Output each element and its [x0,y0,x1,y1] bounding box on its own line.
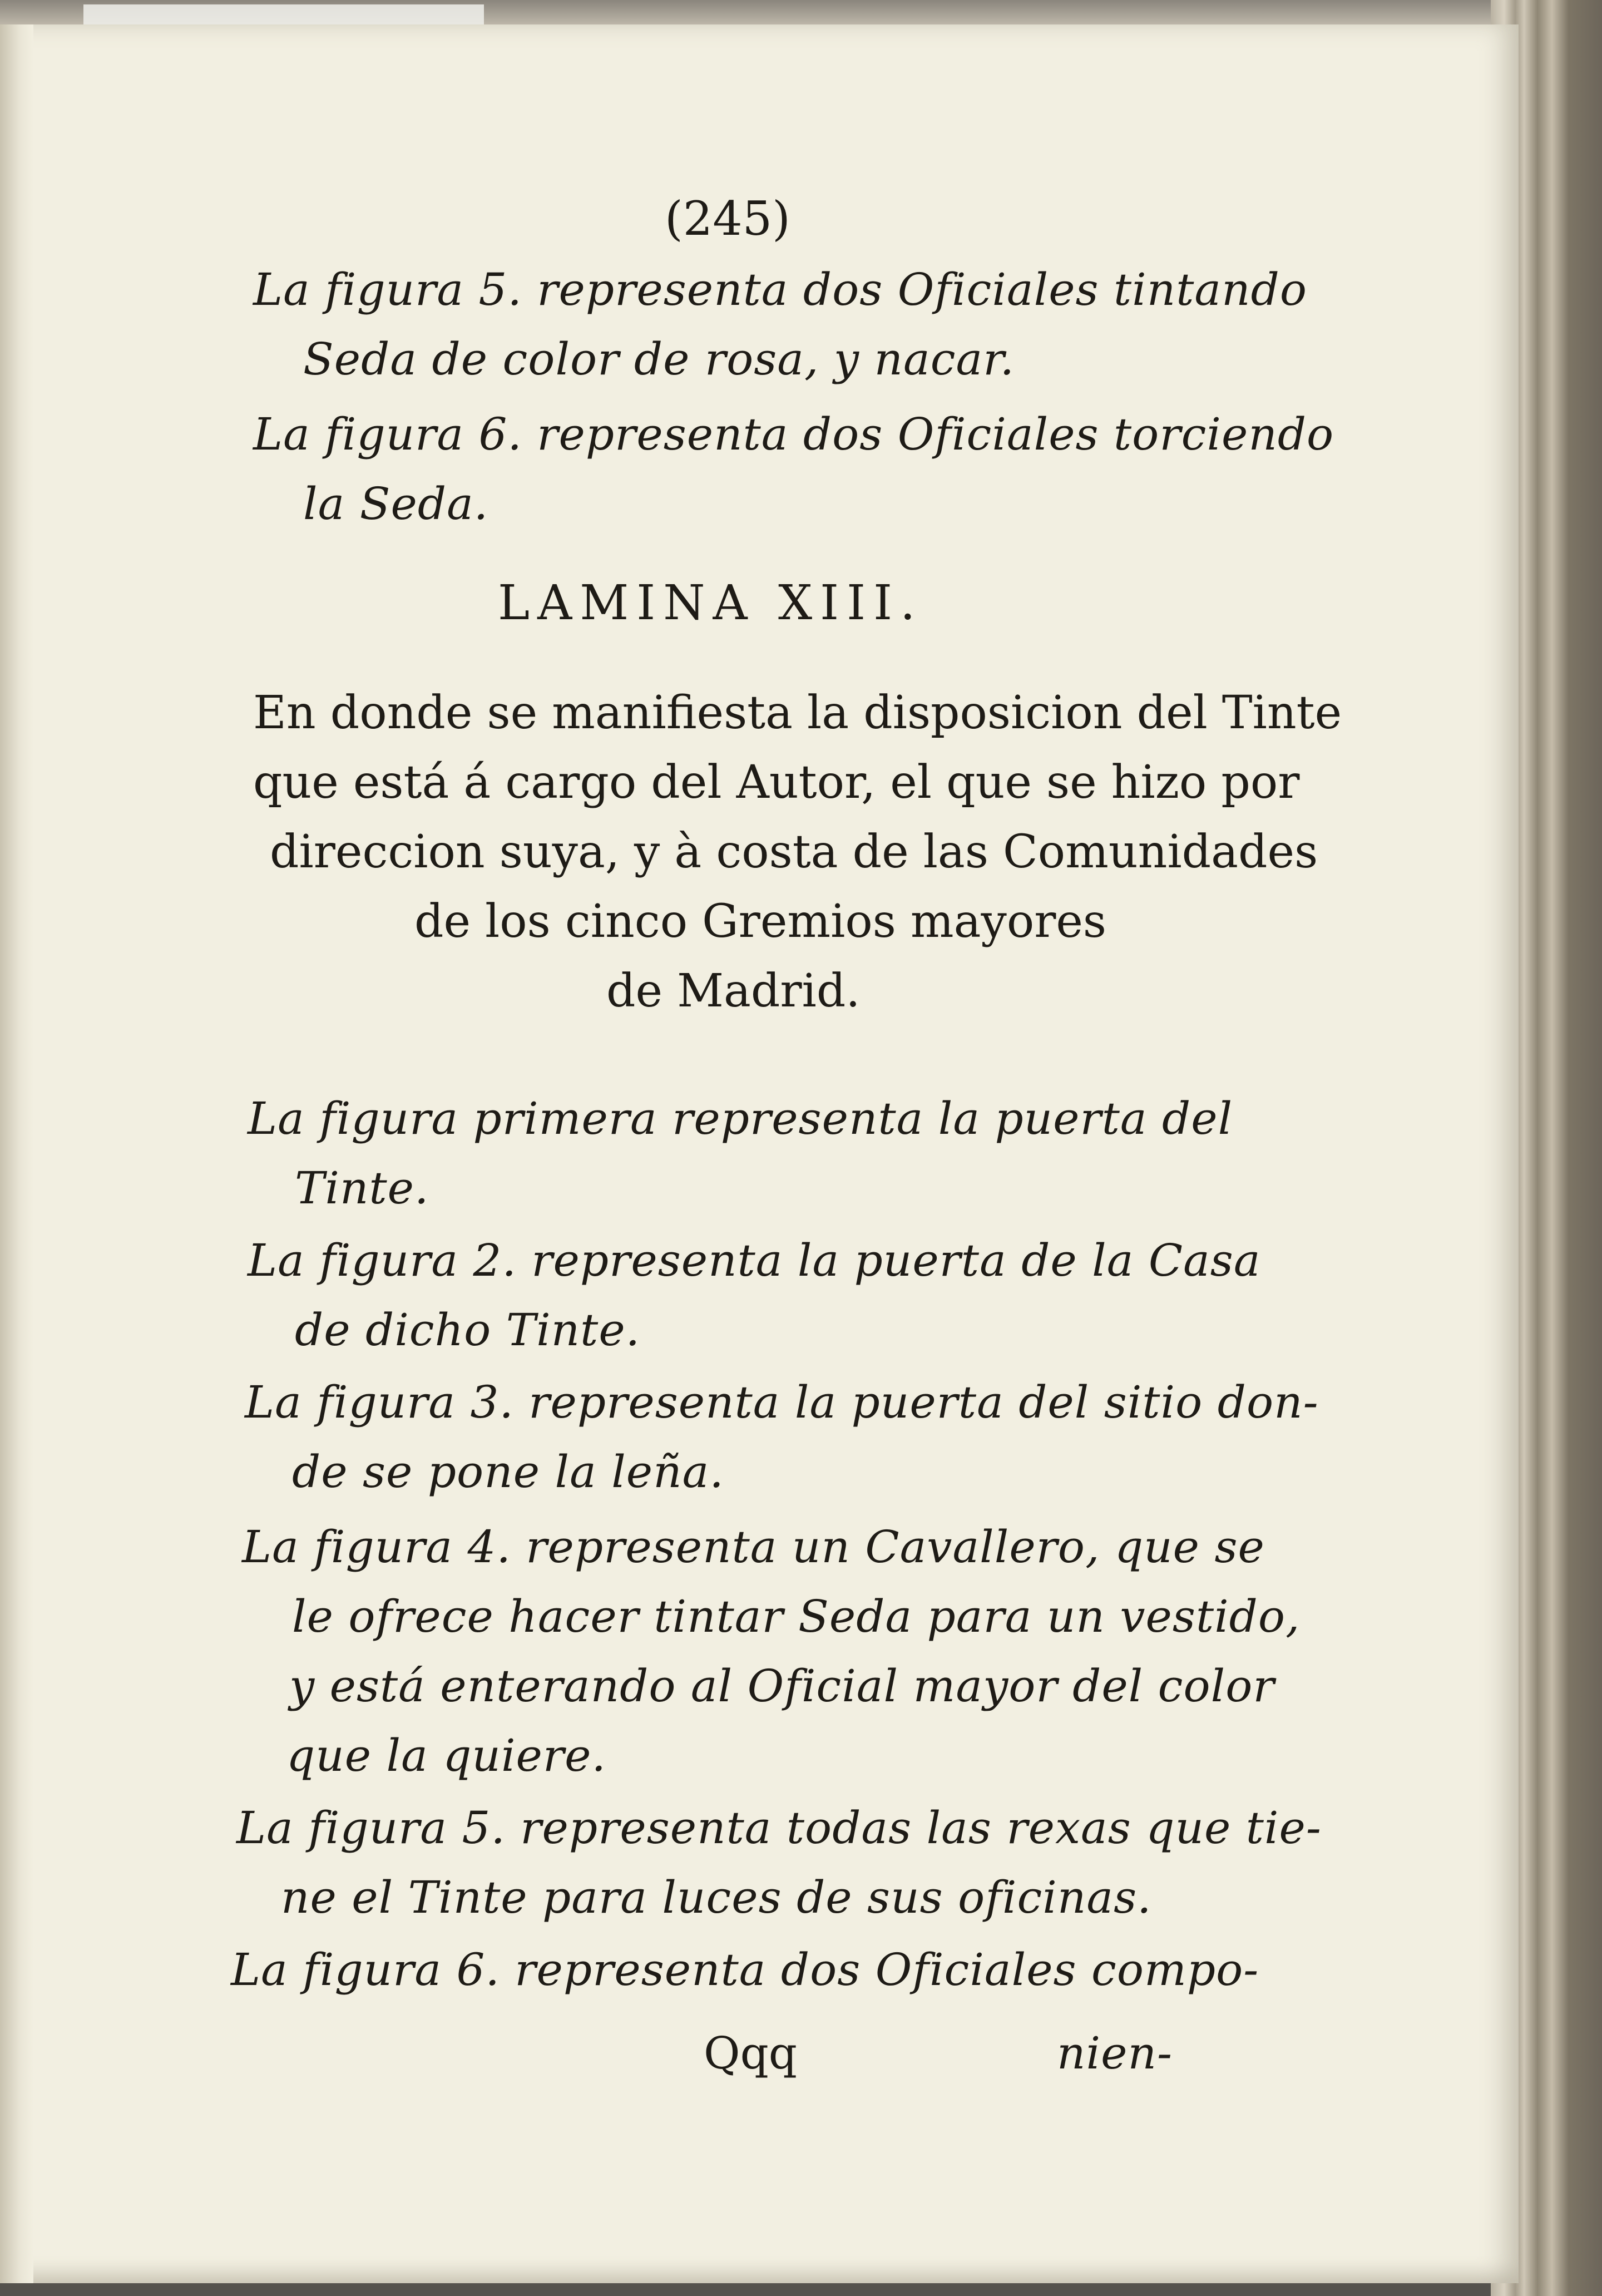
section-description-line: de Madrid. [606,965,861,1018]
figure-line: La figura 3. representa la puerta del sitio don- [245,1376,1319,1428]
figure-line: La figura 5. representa todas las rexas que tie- [236,1802,1322,1854]
figure-line: La figura 6. representa dos Oficiales compo- [231,1944,1259,1996]
figure-line: le ofrece hacer tintar Seda para un vestido, [292,1591,1301,1642]
figure-line: y está enterando al Oficial mayor del color [289,1660,1275,1712]
page-text [0,24,1519,2283]
figure-line: La figura 2. representa la puerta de la Casa [248,1235,1261,1286]
section-description-line: de los cinco Gremios mayores [414,895,1107,948]
figure-line: Tinte. [295,1162,429,1214]
signature-mark: Qqq [704,2027,798,2079]
book-page [0,24,1519,2283]
section-description-line: En donde se manifiesta la disposicion del Tinte [253,687,1342,739]
section-description-line: direccion suya, y à costa de las Comunidades [270,826,1318,878]
figure-line: que la quiere. [286,1730,606,1781]
figure-line: La figura primera representa la puerta del [248,1093,1233,1144]
section-description-line: que está á cargo del Autor, el que se hizo por [253,756,1300,809]
figure-line: La figura 4. representa un Cavallero, que se [242,1521,1265,1573]
figure-line: de dicho Tinte. [295,1304,641,1356]
paragraph-line: la Seda. [303,478,489,530]
figure-line: ne el Tinte para luces de sus oficinas. [281,1872,1152,1923]
page-number: (245) [665,191,790,246]
figure-line: de se pone la leña. [292,1446,724,1498]
catchword: nien- [1057,2027,1173,2079]
paragraph-line: La figura 6. representa dos Oficiales torciendo [253,408,1334,460]
paragraph-line: La figura 5. representa dos Oficiales tintando [253,264,1308,315]
section-heading: LAMINA XIII. [498,575,923,631]
paragraph-line: Seda de color de rosa, y nacar. [303,333,1015,385]
